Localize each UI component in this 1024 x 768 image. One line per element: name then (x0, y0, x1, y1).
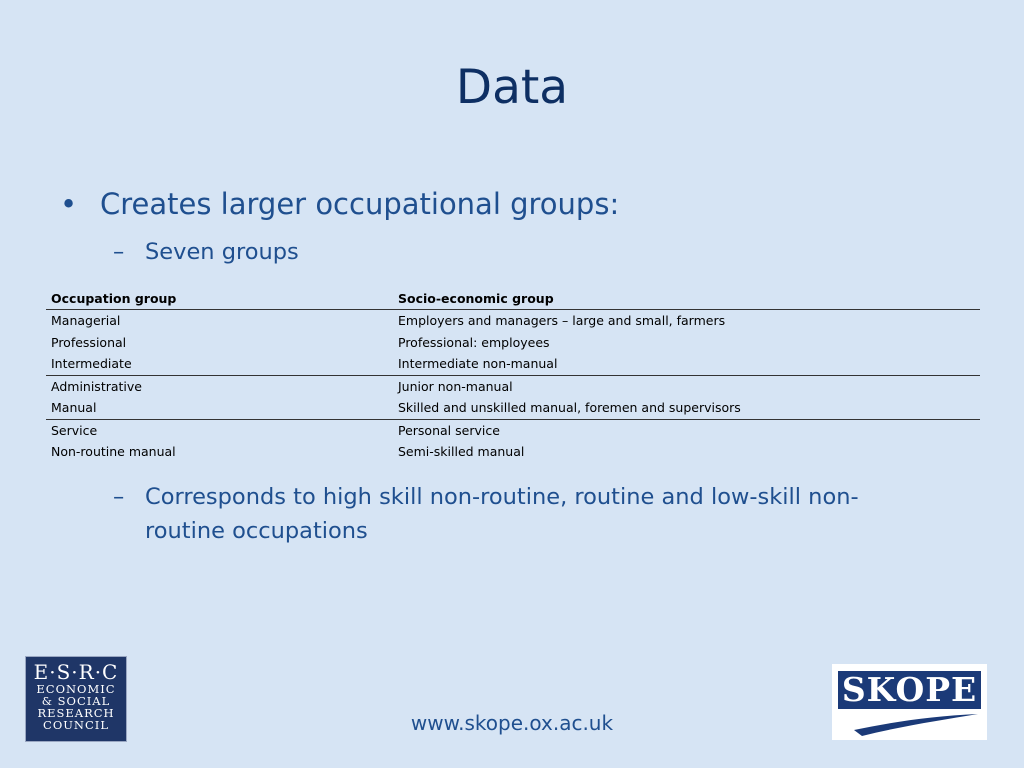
slide-title: Data (455, 60, 569, 115)
table-row (46, 397, 980, 419)
bullet-dot: • (60, 187, 78, 221)
table-cell-socio-economic: Semi-skilled manual (398, 444, 525, 460)
skope-logo-wordmark: SKOPE (838, 671, 981, 709)
table-row (46, 419, 980, 441)
occupation-table (46, 288, 980, 463)
bullet-sub-seven-groups (113, 236, 953, 270)
table-header-row (46, 288, 980, 310)
table-cell-occupation: Professional (51, 334, 127, 350)
bullet-dash: – (113, 239, 125, 265)
table-row (46, 353, 980, 375)
esrc-logo-line: COUNCIL (43, 718, 109, 732)
table-cell-occupation: Intermediate (46, 353, 393, 375)
esrc-logo-acronym: E·S·R·C (33, 660, 119, 684)
table-cell-socio-economic: Intermediate non-manual (393, 353, 980, 375)
table-cell-occupation: Administrative (51, 378, 142, 394)
bullet-sub2-text: Corresponds to high skill non-routine, routine and low-skill non-routine occupations (145, 484, 859, 544)
bullet-dash: – (113, 484, 125, 510)
table-row (46, 310, 980, 332)
skope-logo-swoosh (832, 664, 987, 740)
table-cell-socio-economic: Professional: employees (398, 334, 550, 350)
table-cell-socio-economic: Employers and managers – large and small, farmers (398, 313, 726, 329)
table-row (46, 441, 980, 463)
table-cell-occupation: Service (51, 422, 98, 438)
esrc-logo-line: ECONOMIC (36, 682, 116, 696)
table-cell-occupation: Non-routine manual (51, 444, 176, 460)
table-cell-occupation: Managerial (51, 313, 121, 329)
table-row (46, 332, 980, 354)
table-cell-socio-economic: Personal service (398, 422, 500, 438)
table-header-socio-economic: Socio-economic group (398, 291, 554, 306)
esrc-logo-line: & SOCIAL (41, 694, 111, 708)
footer-url: www.skope.ox.ac.uk (410, 711, 614, 735)
skope-logo (832, 664, 987, 740)
bullet-main (60, 187, 960, 222)
table-header-occupation: Occupation group (51, 291, 177, 306)
esrc-logo-line: RESEARCH (37, 706, 115, 720)
table-cell-socio-economic: Skilled and unskilled manual, foremen and supervisors (393, 397, 980, 419)
table-row (46, 375, 980, 397)
bullet-sub-corresponds (113, 481, 913, 549)
bullet-main-text: Creates larger occupational groups: (100, 187, 620, 221)
table-cell-occupation: Manual (46, 397, 393, 419)
bullet-sub1-text: Seven groups (145, 239, 299, 265)
table-cell-socio-economic: Junior non-manual (398, 378, 513, 394)
